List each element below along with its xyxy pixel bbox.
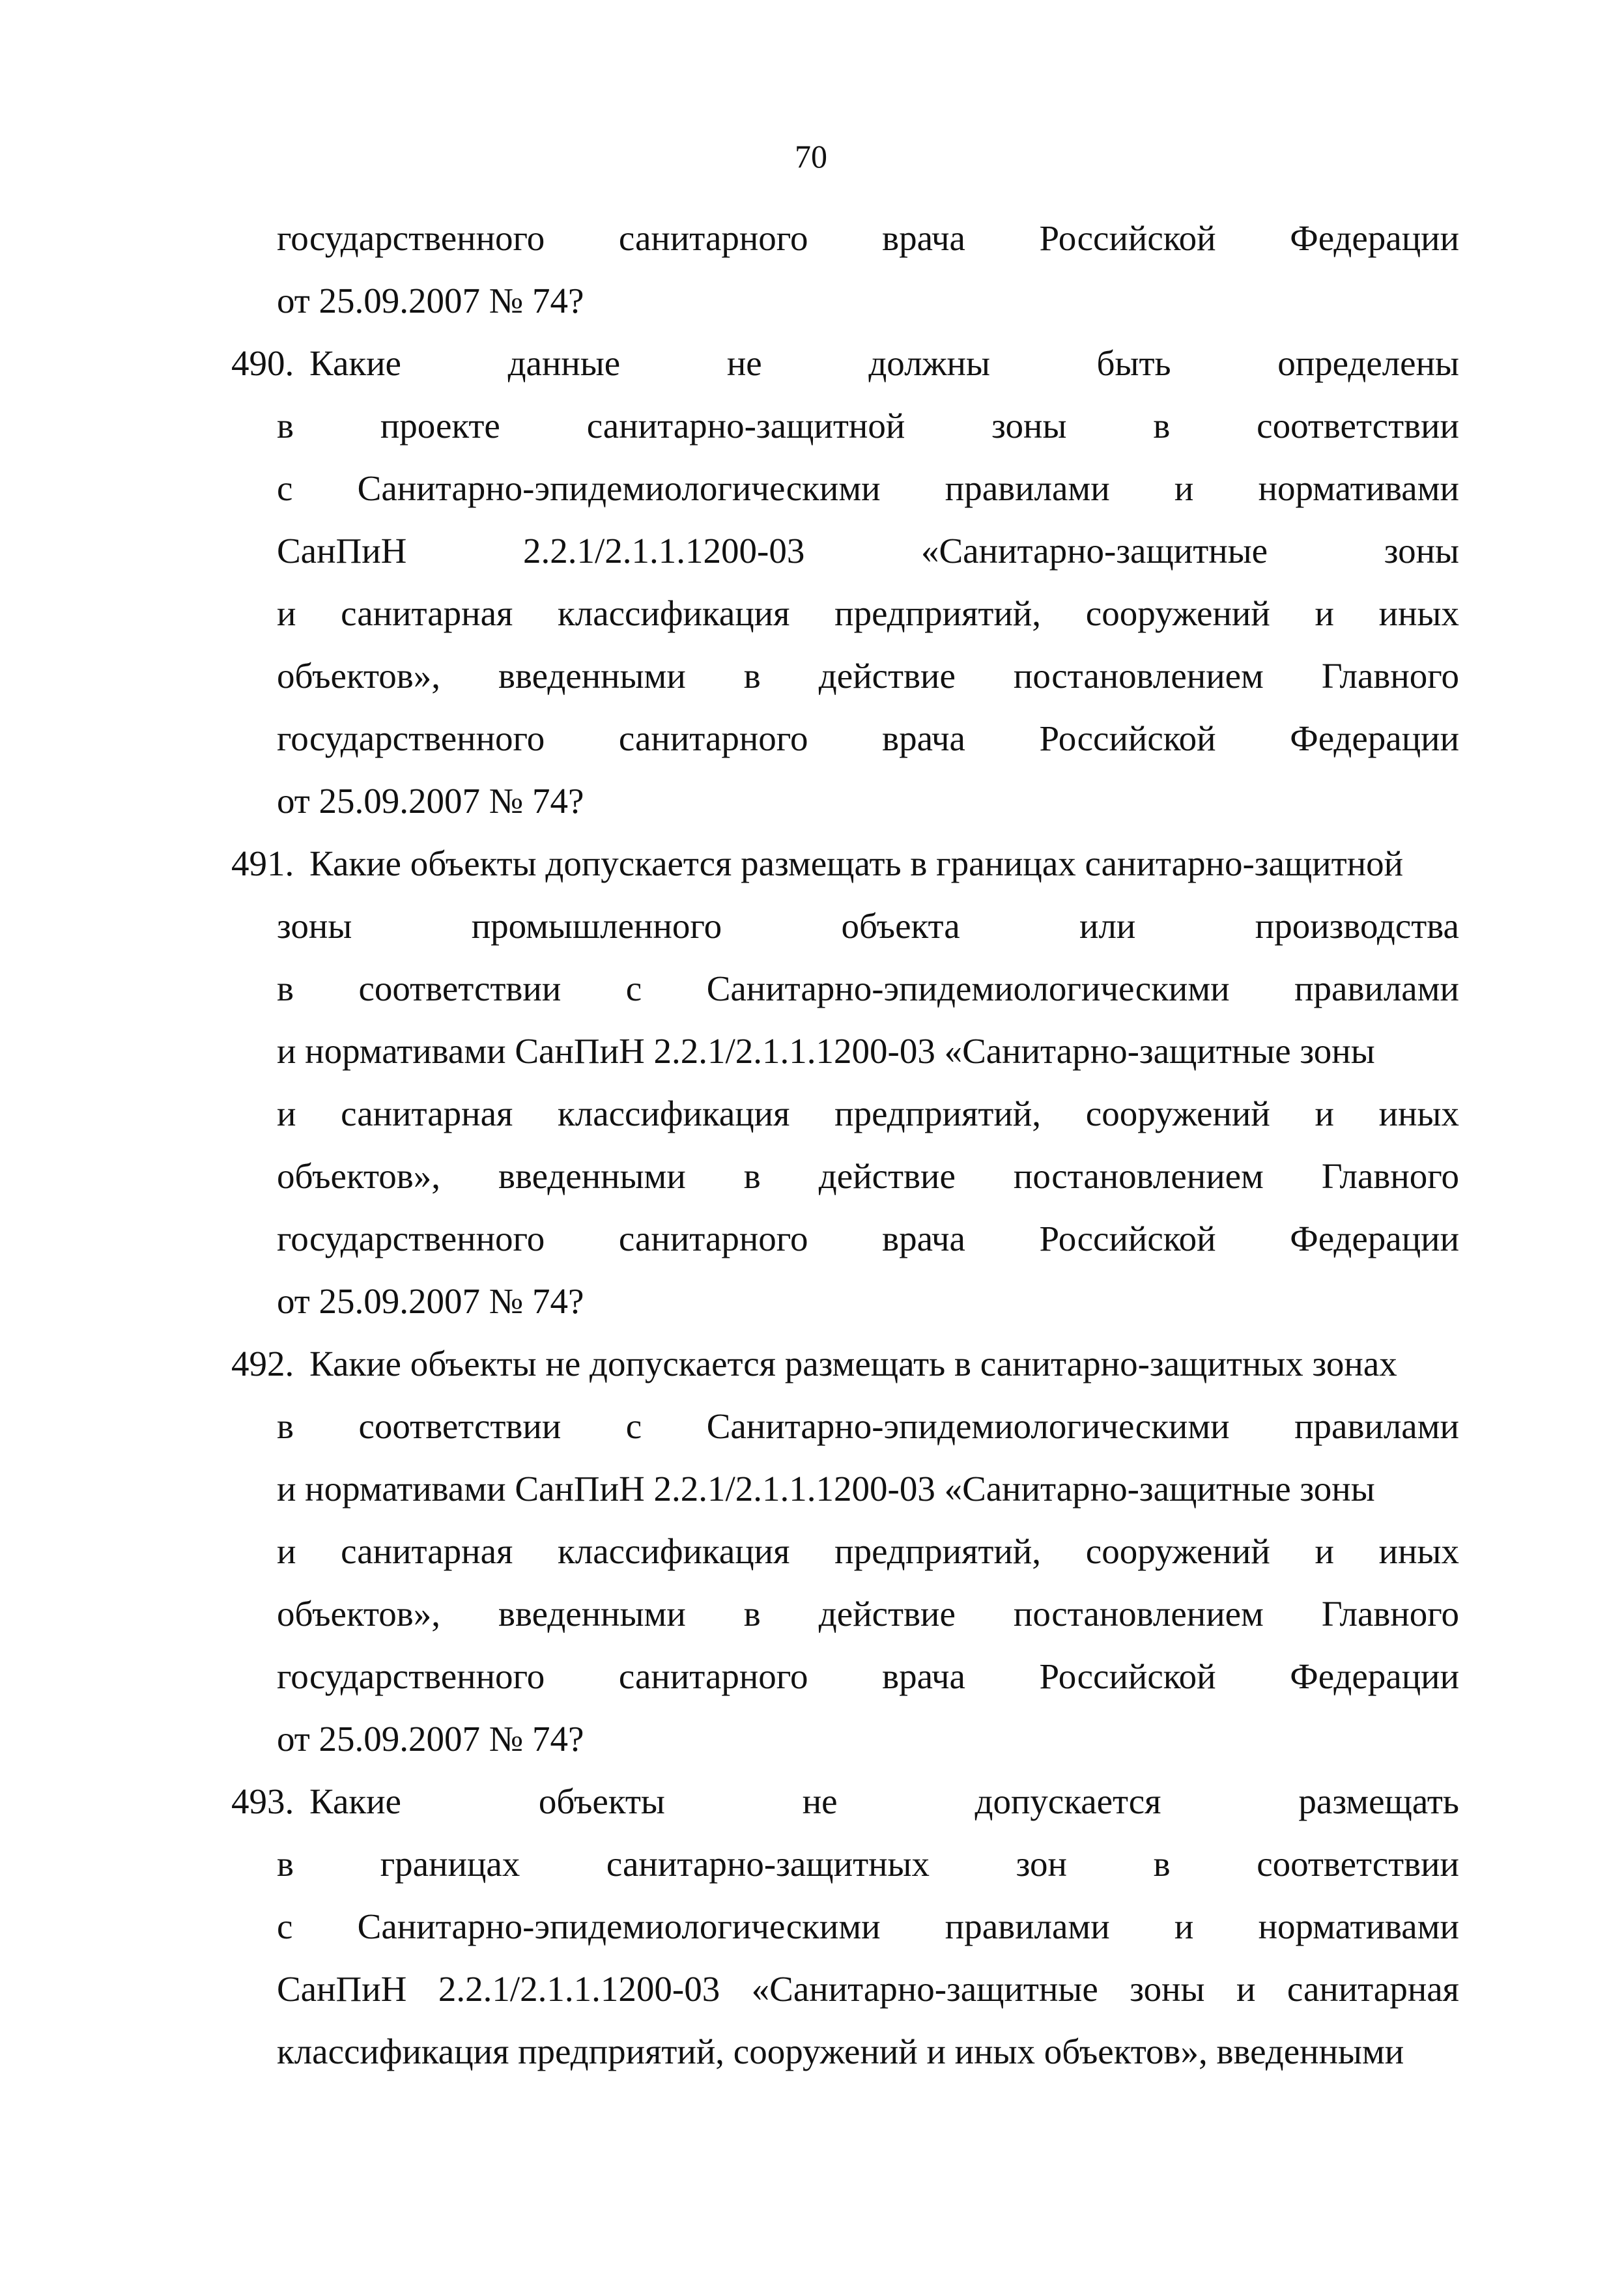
word: введенными: [498, 656, 686, 696]
word: Какие объекты не допускается размещать в санитарно-защитных зонах: [309, 1344, 1397, 1383]
word: правилами: [945, 1906, 1110, 1946]
word: в: [743, 1156, 761, 1196]
word: данные: [507, 343, 621, 383]
word: государственного: [277, 718, 545, 758]
word: СанПиН: [277, 1969, 407, 2009]
text-line: [277, 957, 1459, 1020]
word: с: [625, 1406, 642, 1446]
word: объектов»,: [277, 1594, 440, 1634]
text-line: [277, 582, 1459, 645]
word: сооружений: [1085, 1531, 1270, 1571]
word: Главного: [1321, 656, 1459, 696]
text-line: [277, 2020, 1459, 2083]
question-heading-line: [277, 832, 1459, 895]
word: Санитарно-эпидемиологическими: [357, 1906, 881, 1946]
word: от 25.09.2007 № 74?: [277, 781, 584, 821]
word: санитарно-защитных: [606, 1844, 930, 1884]
word: предприятий,: [834, 593, 1042, 633]
word: иных: [1378, 593, 1459, 633]
word: и: [1236, 1969, 1256, 2009]
text-line: [277, 1583, 1459, 1645]
word: и: [277, 593, 296, 633]
word: и нормативами СанПиН 2.2.1/2.1.1.1200-03 «Санитарно-защитные зоны: [277, 1031, 1375, 1071]
word: иных: [1378, 1531, 1459, 1571]
word: действие: [818, 1156, 956, 1196]
word: или: [1079, 906, 1136, 946]
text-line: [277, 770, 1459, 832]
word: санитарная: [341, 1094, 513, 1133]
word: Российской: [1039, 1656, 1216, 1696]
word: быть: [1096, 343, 1171, 383]
text-line: [277, 1895, 1459, 1958]
word: и: [277, 1094, 296, 1133]
word: санитарного: [618, 718, 808, 758]
question-492: [231, 1333, 1459, 1395]
word: санитарного: [618, 1656, 808, 1696]
word: Российской: [1039, 218, 1216, 258]
text-line: [277, 1083, 1459, 1145]
text-line: [277, 1958, 1459, 2020]
word: действие: [818, 1594, 956, 1634]
word: государственного: [277, 1656, 545, 1696]
word: промышленного: [471, 906, 722, 946]
word: введенными: [498, 1156, 686, 1196]
word: врача: [882, 1656, 965, 1696]
word: соответствии: [358, 1406, 562, 1446]
page-number: 70: [795, 138, 827, 175]
word: объекта: [841, 906, 960, 946]
word: Санитарно-эпидемиологическими: [706, 1406, 1230, 1446]
word: не: [802, 1781, 838, 1821]
word: и: [1315, 1094, 1334, 1133]
word: и: [277, 1531, 296, 1571]
word: в: [277, 1406, 294, 1446]
document-body: [231, 207, 1459, 2083]
word: в: [743, 656, 761, 696]
word: размещать: [1298, 1781, 1459, 1821]
word: санитарная: [1287, 1969, 1459, 2009]
word: предприятий,: [834, 1094, 1042, 1133]
word: соответствии: [1257, 1844, 1459, 1884]
word: Федерации: [1290, 218, 1459, 258]
word: Федерации: [1290, 1219, 1459, 1258]
word: иных: [1378, 1094, 1459, 1133]
word: 2.2.1/2.1.1.1200-03: [523, 531, 805, 571]
word: допускается: [975, 1781, 1161, 1821]
question-491: [231, 832, 1459, 895]
word: объекты: [538, 1781, 665, 1821]
text-line: [277, 1020, 1459, 1083]
word: действие: [818, 656, 956, 696]
text-line: [277, 520, 1459, 582]
word: 2.2.1/2.1.1.1200-03: [438, 1969, 720, 2009]
word: не: [726, 343, 762, 383]
question-heading-line: [277, 1333, 1459, 1395]
word: соответствии: [358, 969, 562, 1008]
word: зоны: [277, 906, 352, 946]
text-line: [277, 1208, 1459, 1270]
word: определены: [1277, 343, 1459, 383]
word: санитарного: [618, 218, 808, 258]
word: классификация: [558, 593, 790, 633]
word: соответствии: [1257, 406, 1459, 446]
word: с: [277, 1906, 293, 1946]
text-line: [277, 1270, 1459, 1333]
word: границах: [380, 1844, 520, 1884]
word: «Санитарно-защитные: [751, 1969, 1098, 2009]
word: с: [625, 969, 642, 1008]
word: врача: [882, 218, 965, 258]
word: и: [1315, 1531, 1334, 1571]
word: в: [1153, 406, 1171, 446]
word: Главного: [1321, 1594, 1459, 1634]
word: Какие: [309, 1781, 401, 1821]
word: Главного: [1321, 1156, 1459, 1196]
word: и: [1174, 468, 1194, 508]
word: зоны: [1384, 531, 1459, 571]
word: зоны: [1130, 1969, 1205, 2009]
word: постановлением: [1013, 1594, 1264, 1634]
text-line: [277, 1395, 1459, 1458]
question-number: 491.: [231, 843, 294, 883]
word: санитарно-защитной: [586, 406, 905, 446]
text-line: [277, 895, 1459, 957]
word: Санитарно-эпидемиологическими: [357, 468, 881, 508]
text-line: [277, 1145, 1459, 1208]
question-heading-line: [277, 332, 1459, 395]
word: сооружений: [1085, 593, 1270, 633]
word: от 25.09.2007 № 74?: [277, 1281, 584, 1321]
word: классификация предприятий, сооружений и иных объектов», введенными: [277, 2032, 1404, 2071]
word: Федерации: [1290, 1656, 1459, 1696]
question-493: [231, 1770, 1459, 1833]
text-line: [277, 207, 1459, 270]
word: «Санитарно-защитные: [920, 531, 1268, 571]
word: и нормативами СанПиН 2.2.1/2.1.1.1200-03 «Санитарно-защитные зоны: [277, 1469, 1375, 1509]
word: санитарная: [341, 1531, 513, 1571]
word: Санитарно-эпидемиологическими: [706, 969, 1230, 1008]
text-line: [277, 645, 1459, 707]
word: Какие объекты допускается размещать в границах санитарно-защитной: [309, 843, 1404, 883]
word: и: [1315, 593, 1334, 633]
text-line: [277, 1520, 1459, 1583]
word: производства: [1255, 906, 1459, 946]
word: СанПиН: [277, 531, 407, 571]
word: нормативами: [1258, 468, 1459, 508]
word: сооружений: [1085, 1094, 1270, 1133]
word: врача: [882, 1219, 965, 1258]
word: государственного: [277, 218, 545, 258]
word: в: [277, 969, 294, 1008]
word: санитарного: [618, 1219, 808, 1258]
word: введенными: [498, 1594, 686, 1634]
word: зон: [1016, 1844, 1067, 1884]
word: проекте: [380, 406, 500, 446]
word: правилами: [1294, 969, 1459, 1008]
text-line: [277, 1458, 1459, 1520]
word: должны: [868, 343, 990, 383]
word: Российской: [1039, 718, 1216, 758]
word: в: [277, 406, 294, 446]
word: классификация: [558, 1094, 790, 1133]
question-490: [231, 332, 1459, 395]
text-line: [277, 1645, 1459, 1708]
question-number: 492.: [231, 1344, 294, 1383]
word: в: [277, 1844, 294, 1884]
text-line: [277, 270, 1459, 332]
word: в: [743, 1594, 761, 1634]
word: Какие: [309, 343, 401, 383]
word: нормативами: [1258, 1906, 1459, 1946]
text-line: [277, 1833, 1459, 1895]
text-line: [277, 707, 1459, 770]
word: и: [1174, 1906, 1194, 1946]
word: Российской: [1039, 1219, 1216, 1258]
word: врача: [882, 718, 965, 758]
word: от 25.09.2007 № 74?: [277, 281, 584, 320]
word: с: [277, 468, 293, 508]
word: от 25.09.2007 № 74?: [277, 1719, 584, 1759]
word: классификация: [558, 1531, 790, 1571]
text-line: [277, 1708, 1459, 1770]
word: санитарная: [341, 593, 513, 633]
question-number: 493.: [231, 1781, 294, 1821]
word: объектов»,: [277, 656, 440, 696]
text-line: [277, 457, 1459, 520]
word: зоны: [991, 406, 1067, 446]
word: в: [1153, 1844, 1171, 1884]
word: постановлением: [1013, 656, 1264, 696]
question-number: 490.: [231, 343, 294, 383]
word: правилами: [1294, 1406, 1459, 1446]
word: правилами: [945, 468, 1110, 508]
word: предприятий,: [834, 1531, 1042, 1571]
word: постановлением: [1013, 1156, 1264, 1196]
word: государственного: [277, 1219, 545, 1258]
word: Федерации: [1290, 718, 1459, 758]
word: объектов»,: [277, 1156, 440, 1196]
text-line: [277, 395, 1459, 457]
question-heading-line: [277, 1770, 1459, 1833]
